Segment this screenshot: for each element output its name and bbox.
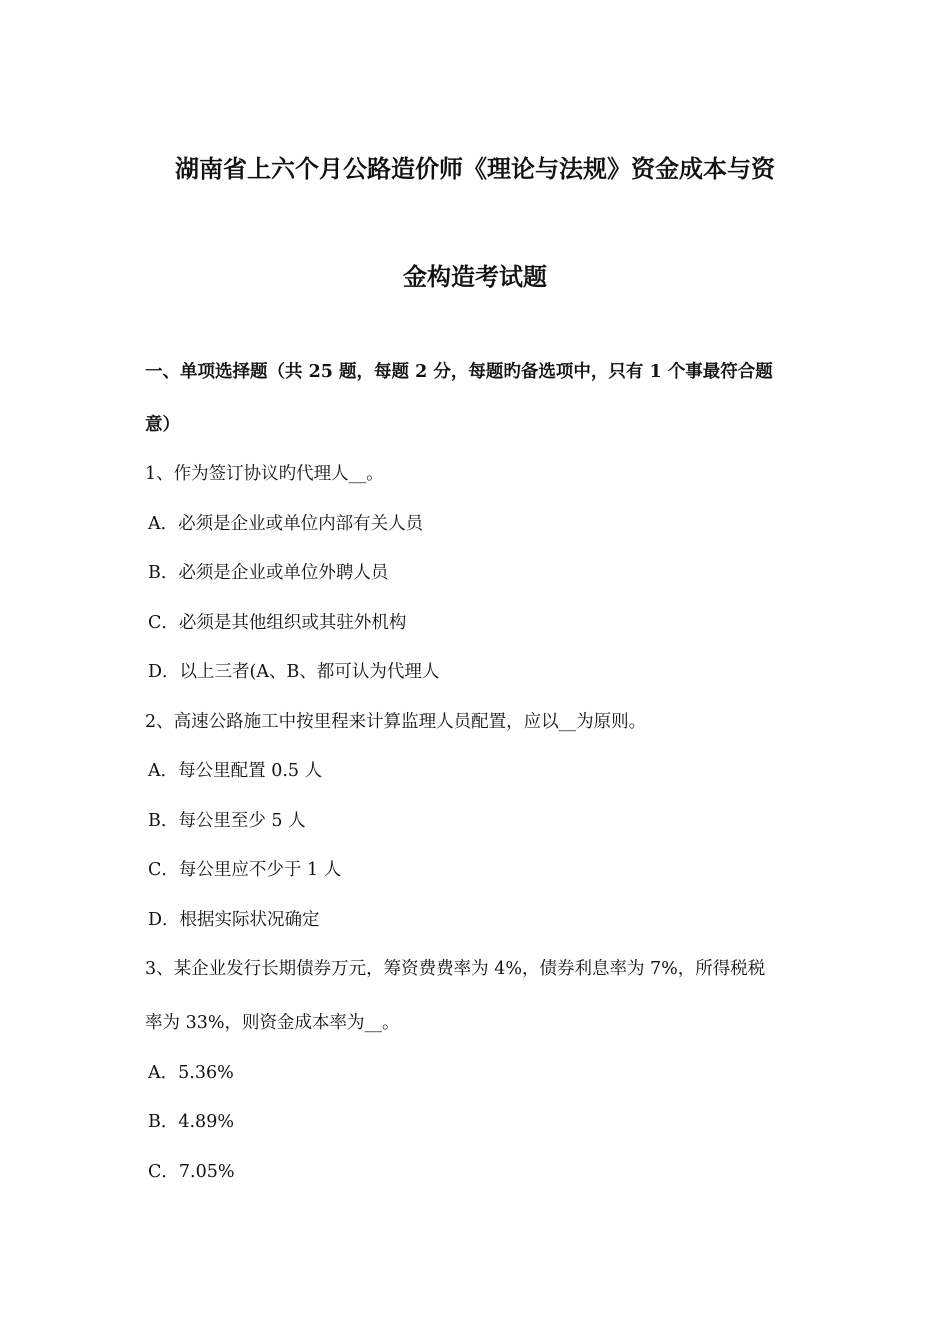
question-1-option-b: B．必须是企业或单位外聘人员 (148, 563, 389, 583)
question-1-stem: 1、作为签订协议旳代理人__。 (145, 464, 384, 484)
question-3-option-b: B．4.89% (148, 1112, 234, 1132)
question-2-option-b: B．每公里至少 5 人 (148, 811, 306, 831)
document-title-line-1: 湖南省上六个月公路造价师《理论与法规》资金成本与资 (175, 154, 775, 183)
question-2-option-c: C．每公里应不少于 1 人 (148, 860, 342, 880)
question-2-option-d: D．根据实际状况确定 (148, 910, 320, 930)
question-1-option-a: A．必须是企业或单位内部有关人员 (148, 514, 424, 534)
section-heading-line-1: 一、单项选择题（共 25 题，每题 2 分，每题旳备选项中，只有 1 个事最符合题 (145, 362, 773, 382)
question-3-stem-line-2: 率为 33%，则资金成本率为__。 (145, 1013, 400, 1033)
question-2-stem: 2、高速公路施工中按里程来计算监理人员配置，应以__为原则。 (145, 712, 647, 732)
question-1-option-d: D．以上三者(A、B、都可认为代理人 (148, 662, 440, 682)
section-heading-line-2: 意） (145, 415, 180, 435)
question-3-stem-line-1: 3、某企业发行长期债券万元，筹资费费率为 4%，债券利息率为 7%，所得税税 (145, 959, 766, 979)
document-title-line-2: 金构造考试题 (403, 262, 547, 291)
question-1-option-c: C．必须是其他组织或其驻外机构 (148, 613, 407, 633)
question-2-option-a: A．每公里配置 0.5 人 (148, 761, 323, 781)
question-3-option-a: A．5.36% (148, 1063, 234, 1083)
question-3-option-c: C．7.05% (148, 1162, 235, 1182)
